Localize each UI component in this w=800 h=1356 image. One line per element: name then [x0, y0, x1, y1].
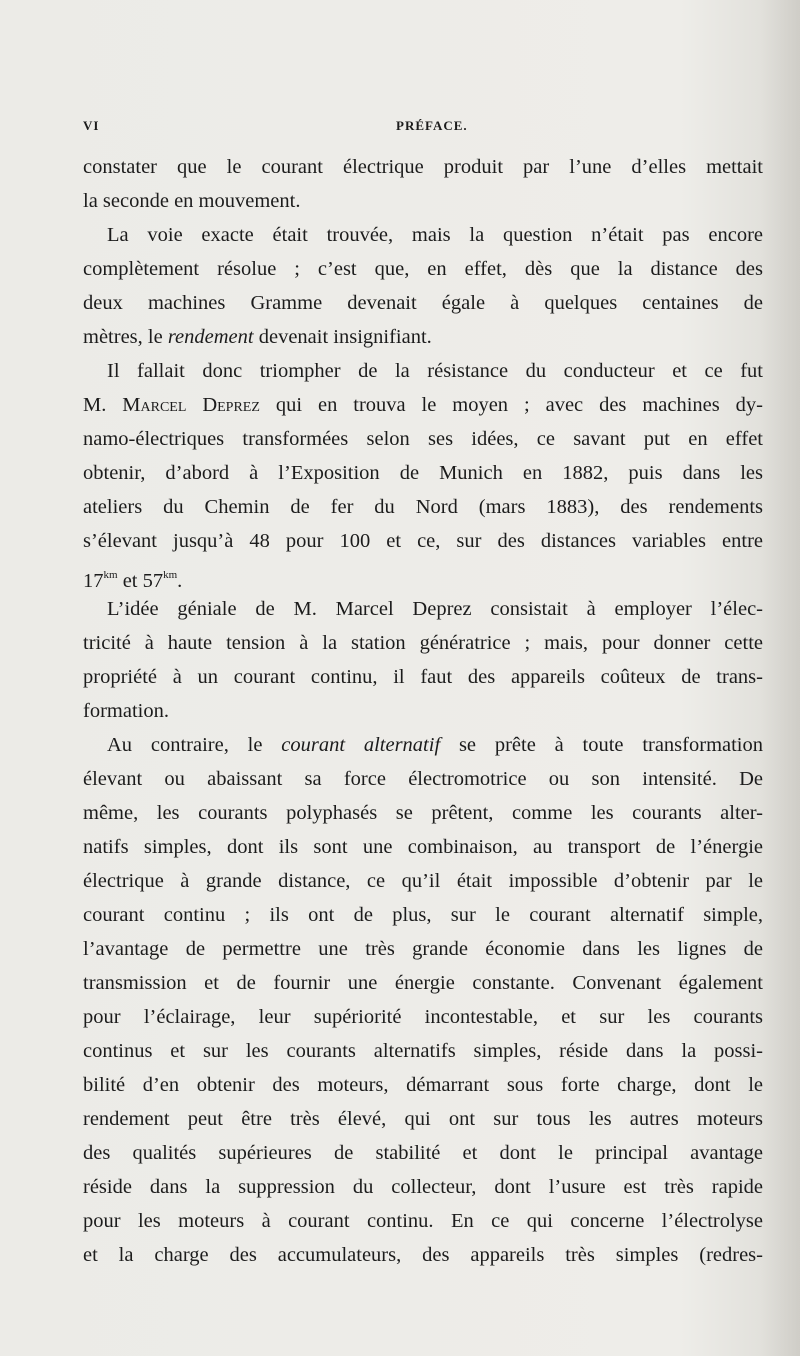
text-line: électrique à grande distance, ce qu’il était impossible d’obtenir par le	[83, 870, 763, 892]
text-line: ateliers du Chemin de fer du Nord (mars 1883), des rendements	[83, 496, 763, 518]
text-line-with-italic	[83, 320, 763, 354]
text-line: constater que le courant électrique produit par l’une d’elles mettait	[83, 156, 763, 178]
text-line: rendement peut être très élevé, qui ont sur tous les autres moteurs	[83, 1108, 763, 1130]
text-line: même, les courants polyphasés se prêtent, comme les courants alter-	[83, 802, 763, 824]
page-header	[83, 118, 763, 140]
text-line: deux machines Gramme devenait égale à quelques centaines de	[83, 292, 763, 314]
text-line: continus et sur les courants alternatifs simples, réside dans la possi-	[83, 1040, 763, 1062]
text-line: pour les moteurs à courant continu. En ce qui concerne l’électrolyse	[83, 1210, 763, 1232]
page-number: VI	[83, 118, 100, 133]
text-line: bilité d’en obtenir des moteurs, démarrant sous forte charge, dont le	[83, 1074, 763, 1096]
author-name: Marcel Deprez	[122, 394, 260, 416]
text-fragment: M.	[83, 394, 123, 416]
paragraph	[83, 218, 763, 354]
paragraph	[83, 728, 763, 1272]
text-line: réside dans la suppression du collecteur, dont l’usure est très rapide	[83, 1176, 763, 1198]
body-text	[83, 150, 763, 1272]
text-fragment: Au contraire, le	[107, 734, 282, 756]
text-line: La voie exacte était trouvée, mais la question n’était pas encore	[107, 224, 763, 246]
text-line: transmission et de fournir une énergie constante. Convenant également	[83, 972, 763, 994]
text-line: obtenir, d’abord à l’Exposition de Munich en 1882, puis dans les	[83, 462, 763, 484]
text-fragment: devenait insignifiant.	[253, 326, 432, 348]
text-line: et la charge des accumulateurs, des appareils très simples (redres-	[83, 1244, 763, 1266]
paragraph	[83, 592, 763, 728]
text-line: la seconde en mouvement.	[83, 190, 301, 212]
paragraph	[83, 150, 763, 218]
text-fragment: se prête à toute transformation	[440, 734, 764, 756]
text-fragment: qui en trouva le moyen ; avec des machines dy-	[259, 394, 763, 416]
text-line: Il fallait donc triompher de la résistance du conducteur et ce fut	[107, 360, 763, 382]
text-line: des qualités supérieures de stabilité et dont le principal avantage	[83, 1142, 763, 1164]
unit-superscript: km	[163, 569, 178, 581]
text-line: L’idée géniale de M. Marcel Deprez consistait à employer l’élec-	[107, 598, 763, 620]
text-line: élevant ou abaissant sa force électromotrice ou son intensité. De	[83, 768, 763, 790]
paragraph	[83, 354, 763, 592]
unit-superscript: km	[103, 569, 118, 581]
text-line: formation.	[83, 700, 169, 722]
text-line: propriété à un courant continu, il faut des appareils coûteux de trans-	[83, 666, 763, 688]
text-line: namo-électriques transformées selon ses idées, ce savant put en effet	[83, 428, 763, 450]
text-line-with-italic	[83, 728, 763, 762]
text-line: pour l’éclairage, leur supériorité incontestable, et sur les courants	[83, 1006, 763, 1028]
text-line: tricité à haute tension à la station génératrice ; mais, pour donner cette	[83, 632, 763, 654]
text-line: l’avantage de permettre une très grande économie dans les lignes de	[83, 938, 763, 960]
italic-word: rendement	[167, 326, 254, 348]
text-fragment: mètres, le	[83, 326, 168, 348]
text-line: complètement résolue ; c’est que, en effet, dès que la distance des	[83, 258, 763, 280]
text-line: natifs simples, dont ils sont une combinaison, au transport de l’énergie	[83, 836, 763, 858]
running-title: PRÉFACE.	[396, 118, 468, 133]
text-line-smallcaps	[83, 388, 763, 422]
italic-phrase: courant alternatif	[281, 734, 441, 756]
text-line: s’élevant jusqu’à 48 pour 100 et ce, sur des distances variables entre	[83, 530, 763, 552]
text-line-with-units: $17^{km}$ et $57^{km}$.	[83, 569, 183, 592]
text-line: courant continu ; ils ont de plus, sur le courant alternatif simple,	[83, 904, 763, 926]
